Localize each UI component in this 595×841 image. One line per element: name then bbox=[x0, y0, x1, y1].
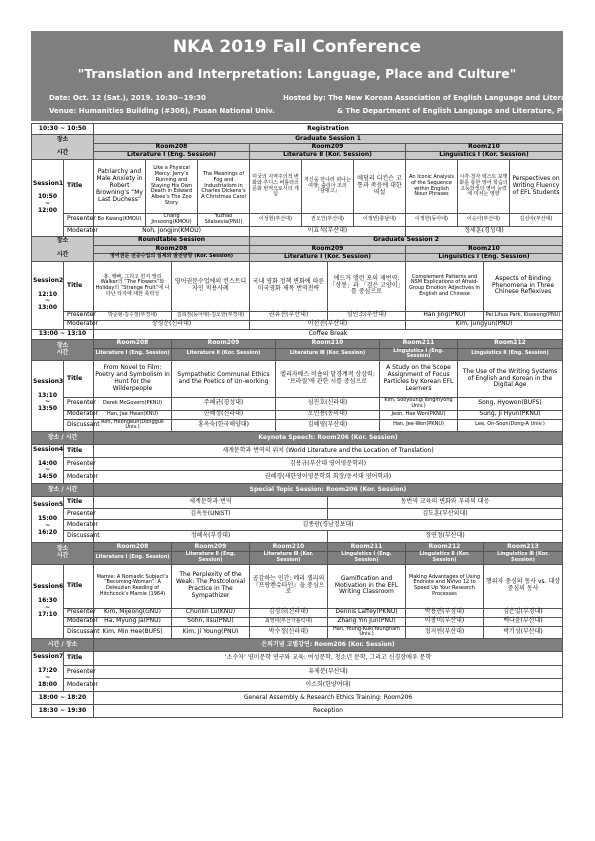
s5-moderator: 김종광(경남정보대) bbox=[94, 520, 563, 531]
s6-moderator-6: 백다윤(부산대) bbox=[484, 617, 563, 626]
assembly-time: 18:00 ~ 18:20 bbox=[32, 692, 94, 705]
s3-paper-1: From Novel to Film: Poetry and Symbolism in Hunt for the Wilderpeople bbox=[94, 361, 172, 398]
s3-paper-2: Sympathetic Communal Ethics and the Poetics of Un-working bbox=[172, 361, 276, 398]
s6-presenter-label: Presenter bbox=[64, 608, 94, 617]
s3-presenter-4: Kim, Sooyoung(Tongmyong Univ.) bbox=[380, 398, 458, 411]
s7-header: 은퇴기념 고별강연: Room206 (Kor. Session) bbox=[94, 639, 563, 652]
s6-moderator-4: Zhang Yin Jun(PNU) bbox=[328, 617, 406, 626]
s2-moderator-label: Moderator bbox=[64, 320, 94, 329]
s6-presenter-4: Dennis Laffey(PKNU) bbox=[328, 608, 406, 617]
s3-paper-3: 엘리자베스 비숍의 달경계적 상상력: ‘브라질’에 관한 시를 중심으로 bbox=[276, 361, 380, 398]
s4-moderator-label: Moderator bbox=[64, 471, 94, 484]
s3-track-4: Linguistics Ⅰ (Eng. Session) bbox=[380, 348, 458, 361]
s6-discussant-3: 박수정(신라대) bbox=[250, 626, 328, 639]
s4-title: 세계문학과 번역의 위치 (World Literature and the Location of Translation) bbox=[94, 445, 563, 458]
s6-presenter-1: Kim, Mijeong(GNU) bbox=[94, 608, 172, 617]
s6-room-4: Room211 bbox=[328, 543, 406, 552]
s2-room-1: Room208 bbox=[94, 245, 250, 253]
s3-discussant-4: Han, Jee-Won(PKNU) bbox=[380, 419, 458, 432]
s1-paper-9: Perspectives on Writing Fluency of EFL Students bbox=[510, 160, 563, 214]
s3-room-3: Room210 bbox=[276, 339, 380, 348]
s2-presenter-3: 권유진(부산대) bbox=[250, 311, 328, 320]
s7-moderator: 이소희(한양여대) bbox=[94, 679, 563, 692]
s7-presenter: 유제분(부산대) bbox=[94, 666, 563, 679]
s1-paper-7: An Iconic Analysis of the Sequence within English Noun Phrases bbox=[406, 160, 458, 214]
s6-discussant-label: Discussant bbox=[64, 626, 94, 639]
s4-title-label: Title bbox=[64, 445, 94, 458]
s7-moderator-label: Moderator bbox=[64, 679, 94, 692]
s1-room-1: Room208 bbox=[94, 144, 250, 152]
s5-discussant-2: 정연정(부산대) bbox=[328, 531, 563, 543]
s7-name-time: Session7 17:20 ~ 18:00 bbox=[32, 652, 64, 692]
s2-moderator-3: Kim, Jungyun(PNU) bbox=[406, 320, 563, 329]
conference-host-dept: & The Department of English Language and Literature, PNU bbox=[337, 107, 574, 115]
s1-moderator-1: Noh, Jongjin(KMOU) bbox=[94, 226, 250, 236]
s1-presenter-6: 이정빈(충남대) bbox=[354, 214, 406, 227]
reception-label: Reception bbox=[94, 705, 563, 718]
s3-discussant-5: Lee, On-Soon(Dong-A Univ.) bbox=[458, 419, 563, 432]
s6-presenter-2: Chunlin Lu(KNU) bbox=[172, 608, 250, 617]
s1-track-1: Literature Ⅰ (Eng. Session) bbox=[94, 152, 250, 160]
s4-presenter-label: Presenter bbox=[64, 458, 94, 471]
s3-discussant-1: Roh, Heongeun(Dongguk Univ.) bbox=[94, 419, 172, 432]
s1-presenter-5: 권오인(부산대) bbox=[302, 214, 354, 227]
s3-presenter-label: Presenter bbox=[64, 398, 94, 411]
s5-presenter-2: 김도훈(부산외대) bbox=[328, 509, 563, 520]
s1-presenter-1: Bo Kwang(KMOU) bbox=[94, 214, 146, 227]
registration-label: Registration bbox=[94, 124, 563, 135]
s5-moderator-label: Moderator bbox=[64, 520, 94, 531]
s3-paper-5: The Use of the Writing Systems of English and Korean in the Digital Age bbox=[458, 361, 563, 398]
s3-room-5: Room212 bbox=[458, 339, 563, 348]
conference-host: Hosted by: The New Korean Association of English Language and Literature bbox=[283, 94, 583, 102]
s3-track-3: Literature Ⅲ (Kor. Session) bbox=[276, 348, 380, 361]
s6-moderator-2: Sohn, Ilsu(PNU) bbox=[172, 617, 250, 626]
s6-moderator-1: Ha, Myung Ja(PNU) bbox=[94, 617, 172, 626]
s6-paper-3: 공감하는 인간: 메리 셸리의 『프랑켄슈타인』을 중심으로 bbox=[250, 564, 328, 608]
s3-discussant-2: 홍옥숙(한국해양대) bbox=[172, 419, 276, 432]
s1-paper-1: Patriarchy and Male Anxiety in Robert Browning’s “My Last Duchess” bbox=[94, 160, 146, 214]
s6-track-5: Linguistics Ⅱ (Kor. Session) bbox=[406, 552, 484, 565]
conference-date: Date: Oct. 12 (Sat.), 2019. 10:30~19:30 bbox=[49, 94, 206, 102]
s6-presenter-3: 김경희(신라대) bbox=[250, 608, 328, 617]
s2-moderator-2: 이선진(부산대) bbox=[250, 320, 406, 329]
s1-room-3: Room210 bbox=[406, 144, 563, 152]
coffee-time: 13:00 ~ 13:10 bbox=[32, 329, 94, 339]
s6-paper-5: Making Advantages of Using Endnote and NVivo 12 to Speed Up Your Research Processes bbox=[406, 564, 484, 608]
s1-presenter-label: Presenter bbox=[64, 214, 94, 227]
s6-moderator-5: 이창미(부산대) bbox=[406, 617, 484, 626]
s6-paper-4: Gamification and Motivation in the EFL Writing Classroom bbox=[328, 564, 406, 608]
s5-discussant-1: 정혜옥(부경대) bbox=[94, 531, 328, 543]
s1-title-label: Title bbox=[64, 160, 94, 214]
s6-discussant-5: 정지연(부산대) bbox=[406, 626, 484, 639]
s3-moderator-2: 한혜정(신라대) bbox=[172, 410, 276, 419]
s3-track-2: Literature Ⅱ (Kor. Session) bbox=[172, 348, 276, 361]
s1-presenter-3: Yuzhao Silalsevia(PNU) bbox=[198, 214, 250, 227]
s5-paper-1: 세계문학과 번역 bbox=[94, 497, 328, 509]
s2-presenter-6: Pei Lihua Park, Kisseong(PNU) bbox=[484, 311, 563, 320]
s7-title: ‘소수자’ 영미문학 연구와 교육: 여성문학, 청소년 문학, 그리고 신경장애우 문학 bbox=[94, 652, 563, 666]
s2-paper-2: 영어권문수업에의 컨스트디자인 적용사례 bbox=[172, 261, 250, 311]
s2-presenter-1: 박준형·김수정(부경대) bbox=[94, 311, 172, 320]
conference-title: NKA 2019 Fall Conference bbox=[172, 37, 422, 57]
s2-header-right: Graduate Session 2 bbox=[250, 236, 563, 245]
s4-header: Keynote Speech: Room206 (Kor. Session) bbox=[94, 432, 563, 445]
s6-track-2: Literature Ⅱ (Eng. Session) bbox=[172, 552, 250, 565]
s3-presenter-5: Song, Hyowon(BUFS) bbox=[458, 398, 563, 411]
s1-time-place-label: 장소 시간 bbox=[32, 135, 94, 160]
s3-moderator-label: Moderator bbox=[64, 410, 94, 419]
s3-track-5: Linguistics Ⅱ (Eng. Session) bbox=[458, 348, 563, 361]
s6-track-3: Literature Ⅲ (Kor. Session) bbox=[250, 552, 328, 565]
s6-name-time: Session6 16:30 ~ 17:10 bbox=[32, 564, 64, 639]
s6-title-label: Title bbox=[64, 564, 94, 608]
s2-moderator-1: 장경운(신라대) bbox=[94, 320, 250, 329]
s1-track-3: Linguistics Ⅰ (Kor. Session) bbox=[406, 152, 563, 160]
s3-room-4: Room211 bbox=[380, 339, 458, 348]
s2-title-label: Title bbox=[64, 261, 94, 311]
s2-presenter-2: 김희정(동아대)·김오한(부경대) bbox=[172, 311, 250, 320]
s6-discussant-2: Kim, Ji Young(PNU) bbox=[172, 626, 250, 639]
registration-time: 10:30 ~ 10:50 bbox=[32, 124, 94, 135]
s4-time-place-label: 장소 / 시간 bbox=[32, 432, 94, 445]
assembly-label: General Assembly & Research Ethics Training: Room206 bbox=[94, 692, 563, 705]
s1-paper-6: 애덤리 디킨슨 고통과 죽음에 대한 역설 bbox=[354, 160, 406, 214]
s1-paper-3: The Meanings of Fog and Industrialism in Charles Dickens’s A Christmas Carol bbox=[198, 160, 250, 214]
s1-name-time: Session1 10:50 ~ 12:00 bbox=[32, 160, 64, 237]
conference-header bbox=[31, 31, 583, 121]
s7-presenter-label: Presenter bbox=[64, 666, 94, 679]
s6-room-6: Room213 bbox=[484, 543, 563, 552]
s6-discussant-1: Kim, Min Hee(BUFS) bbox=[94, 626, 172, 639]
s1-presenter-8: 이승아(부산대) bbox=[458, 214, 510, 227]
s6-presenter-6: 김은일(부경대) bbox=[484, 608, 563, 617]
s5-paper-2: 동번역 교육의 변화와 우리의 대응 bbox=[328, 497, 563, 509]
s1-paper-5: 자신을 만나러 떠나는 여행: 출리아 조의 『담밖고』 bbox=[302, 160, 354, 214]
s5-presenter-label: Presenter bbox=[64, 509, 94, 520]
s3-moderator-5: Sung, Ji Hyun(PKNU) bbox=[458, 410, 563, 419]
s6-paper-6: 행위자 중심의 동사 vs. 대상 중심의 동사 bbox=[484, 564, 563, 608]
coffee-label: Coffee Break bbox=[94, 329, 563, 339]
s4-moderator: 권혜경(새한영어영문학회 회장/동서대 영어학과) bbox=[94, 471, 563, 484]
s3-discussant-3: 김혜영(부산대) bbox=[276, 419, 380, 432]
s2-paper-4: 에드거 앨런 포의 재번역: 「상봉」과 「검은 고양이」를 중심으로 bbox=[328, 261, 406, 311]
s2-time-place-label: 장소 시간 bbox=[32, 236, 94, 261]
s1-paper-2: Like a Physical Mercy: Jerry’s Running and Staying His Own Death in Edward Albee’s The Zoo Story bbox=[146, 160, 198, 214]
s2-track-3: Linguistics Ⅰ (Eng. Session) bbox=[406, 253, 563, 261]
s6-room-3: Room210 bbox=[250, 543, 328, 552]
s1-track-2: Literature Ⅱ (Kor. Session) bbox=[250, 152, 406, 160]
s3-discussant-label: Discussant bbox=[64, 419, 94, 432]
s1-paper-8: 시각·청각 텍스트 포맷화를 통한 영어 학습의 고등학생의 영어 능력에 미치는 영향 bbox=[458, 160, 510, 214]
s3-track-1: Literature Ⅰ (Eng. Session) bbox=[94, 348, 172, 361]
s6-room-2: Room209 bbox=[172, 543, 250, 552]
s1-moderator-label: Moderator bbox=[64, 226, 94, 236]
s5-discussant-label: Discussant bbox=[64, 531, 94, 543]
s2-paper-1: 홍, 땡빠, 그리고 힌지 앨리 Walker의 “The Flowers”와 Holiday의 “Strange Fruit”에 나타난 타자에 대한 폭력성 bbox=[94, 261, 172, 311]
s5-time-place-label: 장소 / 시간 bbox=[32, 484, 94, 497]
s1-presenter-2: Chang Jinsoong(KMOU) bbox=[146, 214, 198, 227]
s6-presenter-5: 박용현(부경대) bbox=[406, 608, 484, 617]
s6-track-6: Linguistics Ⅲ (Kor. Session) bbox=[484, 552, 563, 565]
s1-presenter-7: 이정한(동아대) bbox=[406, 214, 458, 227]
s3-moderator-1: Han, Jae Hwan(KNU) bbox=[94, 410, 172, 419]
s2-room-3: Room210 bbox=[406, 245, 563, 253]
s1-moderator-3: 정세훈(경성대) bbox=[406, 226, 563, 236]
s6-time-place-label: 장소 시간 bbox=[32, 543, 94, 565]
s2-paper-3: 국내 영화 정책 변화에 따른 미국영화 제목 번역전략 bbox=[250, 261, 328, 311]
s3-presenter-3: 심진호(신라대) bbox=[276, 398, 380, 411]
s3-title-label: Title bbox=[64, 361, 94, 398]
s5-title-label: Title bbox=[64, 497, 94, 509]
s6-room-5: Room212 bbox=[406, 543, 484, 552]
s2-paper-6: Aspects of Binding Phenomena in Three Chinese Reflexives bbox=[484, 261, 563, 311]
s5-presenter-1: 김옥동(UNIST) bbox=[94, 509, 328, 520]
s5-header: Special Topic Session: Room206 (Kor. Session) bbox=[94, 484, 563, 497]
program-table bbox=[31, 123, 563, 718]
s3-presenter-1: Derek McGovern(PKNU) bbox=[94, 398, 172, 411]
s2-track-2: Literature Ⅰ (Kor. Session) bbox=[250, 253, 406, 261]
s6-paper-1: Marnie: A Nomadic Subject’s “Becoming-Woman”: A Deleuzian Reading of Hitchcock’s Marnie (1964) bbox=[94, 564, 172, 608]
s2-track-1: 영어권문 전공수업의 실제와 발전방향 (Kor. Session) bbox=[94, 253, 250, 261]
s2-header-left: Roundtable Session bbox=[94, 236, 250, 245]
s6-discussant-4: Han, Young-Kuk(Yeungnam Univ.) bbox=[328, 626, 406, 639]
reception-time: 18:30 ~ 19:30 bbox=[32, 705, 94, 718]
s2-presenter-label: Presenter bbox=[64, 311, 94, 320]
s6-room-1: Room208 bbox=[94, 543, 172, 552]
s3-room-2: Room209 bbox=[172, 339, 276, 348]
s3-room-1: Room208 bbox=[94, 339, 172, 348]
s3-presenter-2: 주혜균(경성대) bbox=[172, 398, 276, 411]
s6-moderator-3: 최영미(부산가톨릭대) bbox=[250, 617, 328, 626]
s7-title-label: Title bbox=[64, 652, 94, 666]
s1-room-2: Room209 bbox=[250, 144, 406, 152]
s2-paper-5: Complement Patterns and NSM Explications of Afraid-Group Emotion Adjectives in English and Chinese bbox=[406, 261, 484, 311]
s6-track-1: Literature Ⅰ (Eng. Session) bbox=[94, 552, 172, 565]
registration-row bbox=[32, 124, 563, 135]
s3-name-time: Session3 13:10 ~ 13:50 bbox=[32, 361, 64, 432]
s6-track-4: Linguistics Ⅰ (Eng. Session) bbox=[328, 552, 406, 565]
s2-presenter-5: Han Jing(PNU) bbox=[406, 311, 484, 320]
s3-moderator-4: Jeon, Hae Won(PKNU) bbox=[380, 410, 458, 419]
s2-presenter-4: 심인조(부산대) bbox=[328, 311, 406, 320]
s1-presenter-4: 이성현(부산대) bbox=[250, 214, 302, 227]
s6-paper-2: The Perplexity of the Weak: The Postcolonial Practice in The Sympathizer bbox=[172, 564, 250, 608]
s3-time-place-label: 장소 시간 bbox=[32, 339, 94, 361]
conference-theme: "Translation and Interpretation: Language, Place and Culture" bbox=[77, 66, 517, 81]
s4-presenter: 김용규(부산대 영어영문학과) bbox=[94, 458, 563, 471]
s1-presenter-9: 김선아(부산대) bbox=[510, 214, 563, 227]
s5-name-time: Session5 15:00 ~ 16:20 bbox=[32, 497, 64, 543]
s4-name-time: Session4 14:00 ~ 14:50 bbox=[32, 445, 64, 484]
s1-paper-4: 미국의 지역주의적 변화와 추디스 버틀러의 문화 번역으로서의 개념 bbox=[250, 160, 302, 214]
s1-moderator-2: 이효석(부산대) bbox=[250, 226, 406, 236]
s6-discussant-6: 박기성(부산대) bbox=[484, 626, 563, 639]
s6-moderator-label: Moderator bbox=[64, 617, 94, 626]
s2-name-time: Session2 12:10 ~ 13:00 bbox=[32, 261, 64, 329]
conference-venue: Venue: Humanities Building (#306), Pusan National Univ. bbox=[49, 107, 275, 115]
s3-paper-4: A Study on the Scope Assignment of Focus Particles by Korean EFL Learners bbox=[380, 361, 458, 398]
s2-room-2: Room209 bbox=[250, 245, 406, 253]
s3-moderator-3: 오민용(동의대) bbox=[276, 410, 380, 419]
s7-time-place-label: 시간 / 장소 bbox=[32, 639, 94, 652]
s1-header: Graduate Session 1 bbox=[94, 135, 563, 144]
